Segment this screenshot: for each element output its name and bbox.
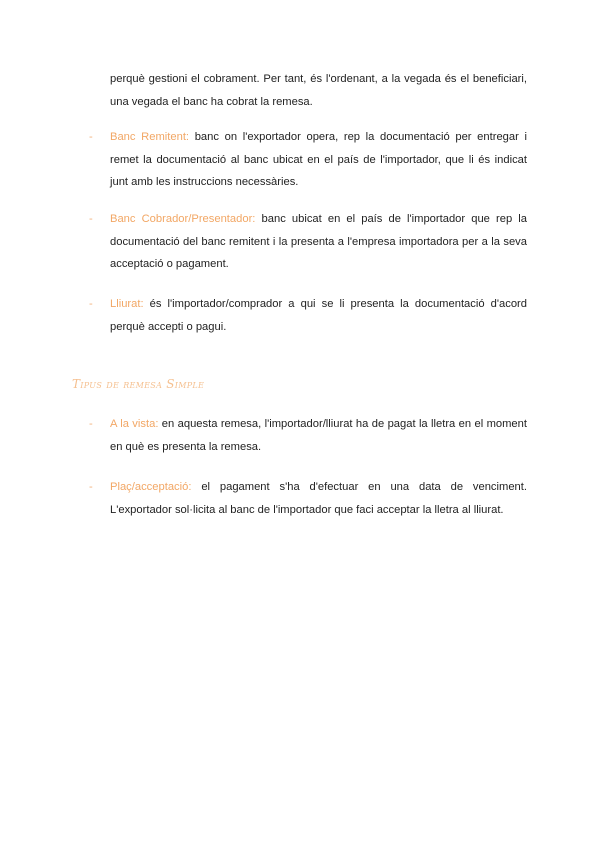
list-dash: - (89, 131, 93, 143)
list-item-banc-cobrador (110, 208, 527, 276)
list-dash: - (89, 298, 93, 310)
list-dash: - (89, 418, 93, 430)
term-label: Plaç/acceptació: (110, 481, 192, 493)
list-item-banc-remitent (110, 126, 527, 194)
term-label: Banc Cobrador/Presentador: (110, 213, 256, 225)
list-dash: - (89, 213, 93, 225)
term-description: en aquesta remesa, l'importador/lliurat ha de pagat la lletra en el moment en què es presenta la remesa. (110, 418, 527, 453)
term-description: és l'importador/comprador a qui se li presenta la documentació d'acord perquè accepti o pagui. (110, 298, 527, 333)
list-item-lliurat (110, 293, 527, 338)
term-label: A la vista: (110, 418, 159, 430)
list-item-a-la-vista (110, 413, 527, 458)
intro-paragraph: perquè gestioni el cobrament. Per tant, és l'ordenant, a la vegada és el beneficiari, una vegada el banc ha cobrat la remesa. (110, 73, 527, 108)
term-description: banc ubicat en el país de l'importador que rep la documentació del banc remitent i la presenta a l'empresa importadora per a la seva acceptació o pagament. (110, 213, 527, 270)
section-heading: Tipus de remesa Simple (72, 377, 205, 391)
term-label: Banc Remitent: (110, 131, 190, 143)
term-description: el pagament s'ha d'efectuar en una data de venciment. L'exportador sol·licita al banc de l'importador que faci acceptar la lletra al lliurat. (110, 481, 527, 516)
list-item-plac-acceptacio (110, 476, 527, 521)
term-description: banc on l'exportador opera, rep la documentació per entregar i remet la documentació al banc ubicat en el país de l'importador, que li és indicat junt amb les instruccions necessàries. (110, 131, 527, 188)
term-label: Lliurat: (110, 298, 144, 310)
list-dash: - (89, 481, 93, 493)
